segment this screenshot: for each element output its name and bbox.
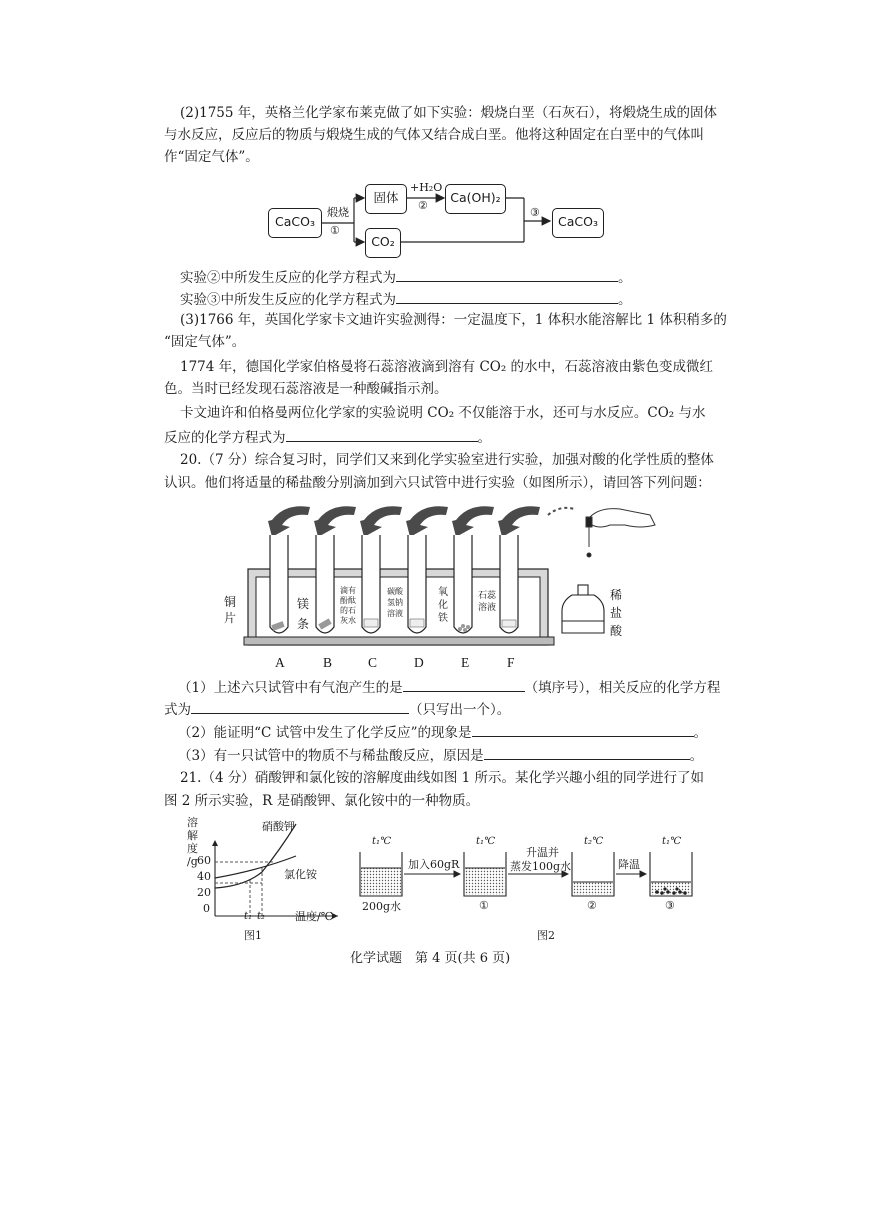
add-water-label: +H₂O [410,181,443,194]
q20-sub1-d: （只写出一个）。 [409,702,511,718]
q20-sub1-b: （填序号），相关反应的化学方程 [524,680,721,696]
q19-3-para1: (3)1766 年，英国化学家卡文迪许实验测得：一定温度下，1 体积水能溶解比 1 体积稍多的 [180,312,727,328]
exp2-answer-blank[interactable] [396,267,618,282]
solid-box: 固体 [365,184,407,214]
q20-sub1-c: 式为 [164,702,191,718]
caoh2-box: Ca(OH)₂ [445,184,506,214]
caco3-right-box: CaCO₃ [552,208,604,238]
q-exp2-period: 。 [618,270,632,286]
ytick-40: 40 [197,870,211,883]
q20-sub2: （2）能证明“C 试管中发生了化学反应”的现象是 [178,725,472,741]
fig1-ylabel: 溶 解 度 /g [187,816,198,868]
q20-sub1-line1 [178,677,720,697]
nh4cl-label: 氯化铵 [284,868,317,881]
co2-box: CO₂ [365,228,401,258]
q19-2-para3: 作“固定气体”。 [164,149,259,165]
ytick-60: 60 [197,854,211,867]
drop-arrows [268,506,574,537]
q20-sub3-period: 。 [689,748,704,764]
q20-sub3: （3）有一只试管中的物质不与稀盐酸反应，原因是 [178,748,484,764]
q21-intro2: 图 2 所示实验，R 是硝酸钾、氯化铵中的一种物质。 [164,793,480,809]
d-tube-label: 碳酸 氢钠 溶液 [387,587,403,618]
exp3-answer-blank[interactable] [396,289,618,304]
mg-label: 镁 条 [297,597,310,631]
fig2-arrow2-line2: 蒸发100g水 [510,860,572,873]
ytick-0: 0 [203,902,210,915]
q20-sub1-a: （1）上述六只试管中有气泡产生的是 [178,680,403,696]
step2-label: ② [418,199,428,212]
q19-3-para6: 反应的化学方程式为 [164,430,286,446]
reason-answer-blank[interactable] [484,745,690,760]
fig2-arrow1-label: 加入60gR [408,858,460,871]
caco3-left-box: CaCO₃ [268,208,322,238]
fig2-temp-2: t₂℃ [584,836,604,847]
tube-letter-a: A [275,655,285,670]
q19-3-para2: “固定气体”。 [164,334,246,350]
fig2-arrow3-label: 降温 [618,858,640,871]
f-tube-label: 石蕊 溶液 [478,591,497,613]
phenomenon-answer-blank[interactable] [472,722,694,737]
tube-letter-d: D [414,655,424,670]
q20-sub2-period: 。 [693,725,708,741]
q20-sub3-line [178,745,703,765]
page-footer: 化学试题 第 4 页(共 6 页) [350,951,511,966]
co2-water-answer-blank[interactable] [286,427,478,442]
fig2-arrow2-line1: 升温并 [526,846,559,859]
fig2-step1: ① [479,899,489,912]
tube-letter-c: C [368,655,378,670]
q21-intro1: 21.（4 分）硝酸钾和氯化铵的溶解度曲线如图 1 所示。某化学兴趣小组的同学进行了如 [180,770,705,786]
fig2-temp-3: t₁℃ [662,836,682,847]
q20-sub1-line2 [164,699,510,719]
hcl-bottle [562,585,604,633]
fig2-step3: ③ [665,899,675,912]
bubbles-answer-blank[interactable] [403,677,525,692]
equation-answer-blank[interactable] [191,699,409,714]
copper-label: 铜 片 [224,595,237,625]
fig2-caption: 图2 [537,929,555,942]
q19-3-para3: 1774 年，德国化学家伯格曼将石蕊溶液滴到溶有 CO₂ 的水中，石蕊溶液由紫色变成微红 [180,359,714,375]
tube-letter-b: B [323,655,333,670]
q-exp3 [180,289,632,309]
calcine-label: 煅烧 [327,206,349,219]
test-tube-figure [0,495,869,695]
e-tube-label: 氧 化 铁 [438,587,448,624]
q-exp2 [180,267,632,287]
q19-3-period: 。 [477,430,491,446]
c-tube-label: 滴有 酚酞 的石 灰水 [340,586,356,625]
fig2-step2: ② [587,899,597,912]
fig1-xlabel: 温度/℃ [295,910,334,923]
fig1-caption: 图1 [244,929,262,942]
q19-3-para5: 卡文迪许和伯格曼两位化学家的实验说明 CO₂ 不仅能溶于水，还可与水反应。CO₂ 与水 [180,405,706,421]
fig2-start-label: 200g水 [362,900,402,913]
q-exp3-period: 。 [618,292,632,308]
step3-label: ③ [530,206,540,219]
ytick-20: 20 [197,886,211,899]
q19-2-para1: (2)1755 年，英格兰化学家布莱克做了如下实验：煅烧白垩（石灰石），将煅烧生成的固体 [180,105,718,121]
step1-label: ① [330,224,340,237]
fig2-temp-0: t₁℃ [372,836,392,847]
tube-letter-f: F [507,655,515,670]
q-exp2-text: 实验②中所发生反应的化学方程式为 [180,270,396,286]
q20-sub2-line [178,722,707,742]
tube-letter-e: E [461,655,470,670]
beaker-figure [0,810,869,950]
q19-2-para2: 与水反应，反应后的物质与煅烧生成的气体又结合成白垩。他将这种固定在白垩中的气体叫 [164,127,704,143]
xtick-t1: t₁ [244,911,253,922]
kno3-label: 硝酸钾 [262,820,295,833]
xtick-t2: t₂ [257,911,266,922]
q20-intro2: 认识。他们将适量的稀盐酸分别滴加到六只试管中进行实验（如图所示），请回答下列问题： [164,475,711,491]
hcl-label: 稀 盐 酸 [610,588,623,638]
q20-intro1: 20.（7 分）综合复习时，同学们又来到化学实验室进行实验，加强对酸的化学性质的整体 [180,452,714,468]
rack-base [244,637,554,645]
q19-3-para6-line [164,427,491,447]
q19-3-para4: 色。当时已经发现石蕊溶液是一种酸碱指示剂。 [164,381,448,397]
q-exp3-text: 实验③中所发生反应的化学方程式为 [180,292,396,308]
fig2-temp-1: t₁℃ [476,836,496,847]
hand-dropper [586,509,655,557]
